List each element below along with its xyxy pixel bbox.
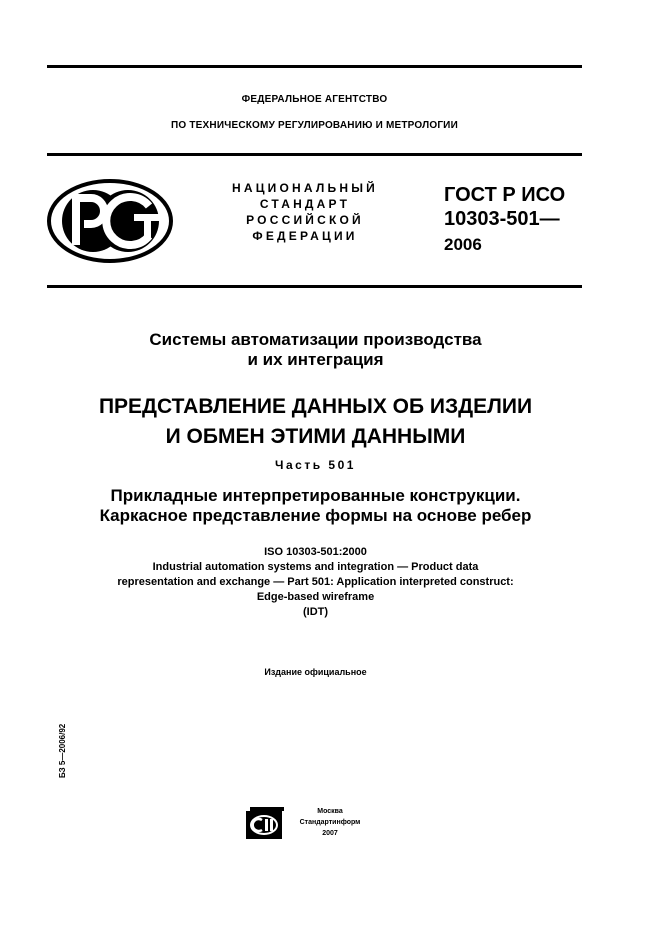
agency-line-1: ФЕДЕРАЛЬНОЕ АГЕНТСТВО xyxy=(241,94,388,105)
standard-type-line-4: ФЕДЕРАЦИИ xyxy=(252,229,358,243)
main-title xyxy=(30,392,601,452)
standard-type-line-1: НАЦИОНАЛЬНЫЙ xyxy=(231,181,379,195)
publisher-year: 2007 xyxy=(322,830,338,837)
standard-type xyxy=(205,180,405,244)
designation-line-2: 10303-501— xyxy=(444,208,560,230)
edition-label: Издание официальное xyxy=(264,667,367,677)
part-title-line-2: Каркасное представление формы на основе ребер xyxy=(99,506,532,525)
standard-type-line-3: РОССИЙСКОЙ xyxy=(246,213,364,227)
standard-type-line-2: СТАНДАРТ xyxy=(259,197,351,211)
iso-reference xyxy=(30,545,601,620)
publisher-logo-icon xyxy=(246,807,284,839)
series-title xyxy=(30,330,601,370)
main-title-line-1: ПРЕДСТАВЛЕНИЕ ДАННЫХ ОБ ИЗДЕЛИИ xyxy=(98,395,533,418)
designation-year: 2006 xyxy=(444,235,482,254)
header-rule xyxy=(47,153,582,156)
main-title-line-2: И ОБМЕН ЭТИМИ ДАННЫМИ xyxy=(165,425,466,448)
iso-number: ISO 10303-501:2000 xyxy=(264,546,367,558)
top-rule xyxy=(47,65,582,68)
title-rule xyxy=(47,285,582,288)
agency-line-2: ПО ТЕХНИЧЕСКОМУ РЕГУЛИРОВАНИЮ И МЕТРОЛОГИИ xyxy=(171,120,458,131)
publisher xyxy=(290,806,370,839)
series-title-line-2: и их интеграция xyxy=(247,350,384,369)
part-number: Часть 501 xyxy=(275,458,356,472)
iso-title-line-3: Edge-based wireframe xyxy=(256,591,375,603)
part-title xyxy=(30,486,601,526)
standard-designation xyxy=(444,183,565,257)
iso-title-line-2: representation and exchange — Part 501: Application interpreted construct: xyxy=(117,576,514,588)
side-code: БЗ 5—2006/92 xyxy=(58,723,67,778)
publisher-city: Москва xyxy=(317,808,343,815)
series-title-line-1: Системы автоматизации производства xyxy=(149,330,482,349)
designation-line-1: ГОСТ Р ИСО xyxy=(444,184,566,206)
rst-logo-icon xyxy=(46,178,174,264)
publisher-name: Стандартинформ xyxy=(299,819,361,826)
part-title-line-1: Прикладные интерпретированные конструкции. xyxy=(110,486,521,505)
iso-equivalence: (IDT) xyxy=(302,606,329,618)
iso-title-line-1: Industrial automation systems and integration — Product data xyxy=(152,561,479,573)
